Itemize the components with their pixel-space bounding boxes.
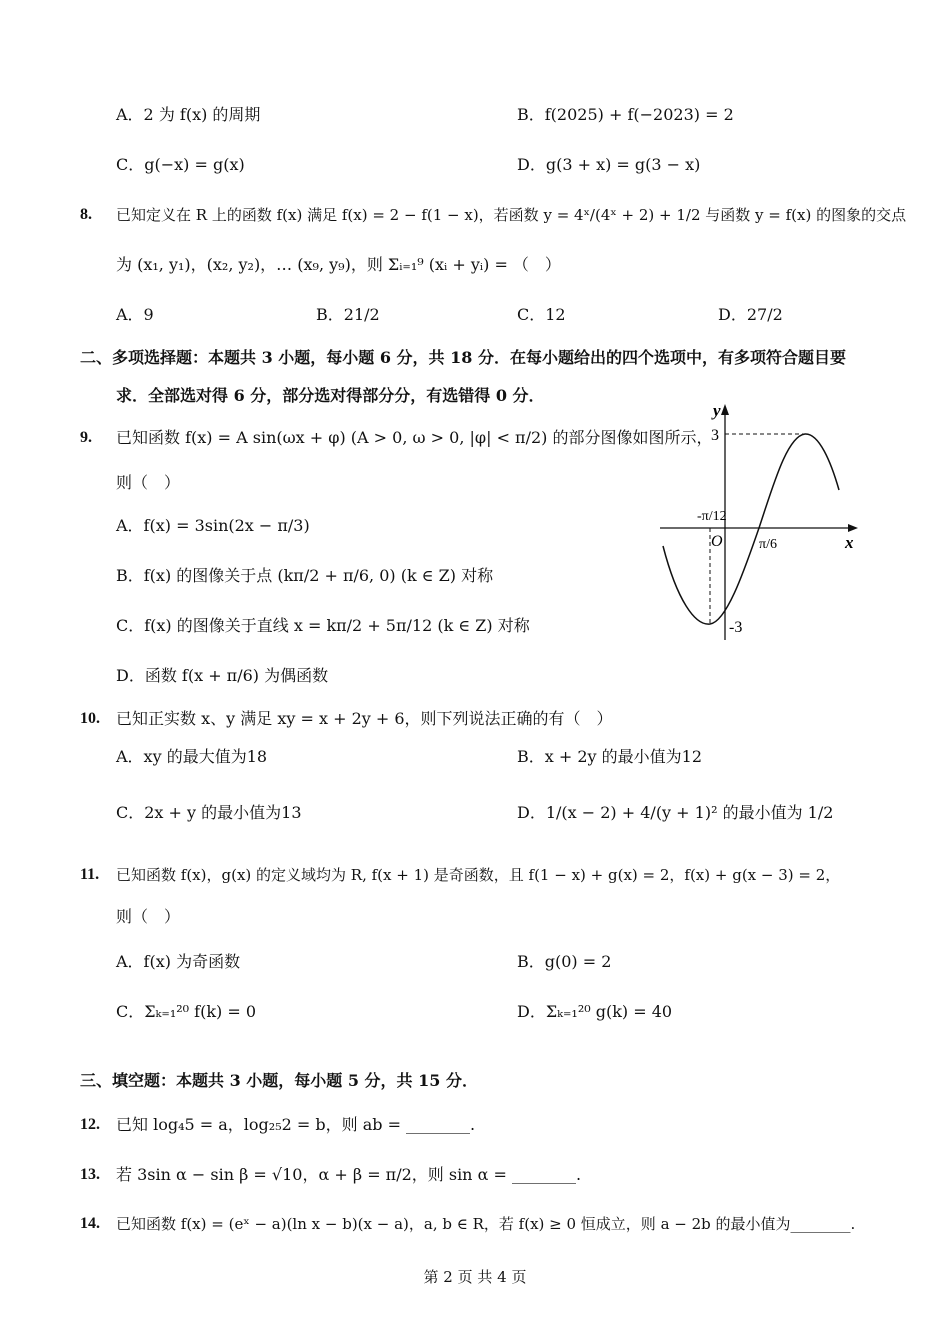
left-tick-label: -π/12 xyxy=(697,509,727,524)
question-number: 12. xyxy=(80,1116,100,1133)
x-axis-label: x xyxy=(845,533,854,552)
q11-option-a: A．f(x) 为奇函数 xyxy=(116,952,241,971)
min-label: -3 xyxy=(729,619,743,636)
q8-option-d: D．27/2 xyxy=(718,305,783,324)
question-number: 9. xyxy=(80,429,92,446)
section-heading-cont: 求．全部选对得 6 分，部分选对得部分分，有选错得 0 分． xyxy=(116,386,545,405)
q9-option-a: A．f(x) = 3sin(2x − π/3) xyxy=(116,516,310,535)
question-number: 14. xyxy=(80,1215,100,1232)
q13-stem: 若 3sin α − sin β = √10，α + β = π/2，则 sin α = ________. xyxy=(116,1165,582,1184)
q11-option-b: B．g(0) = 2 xyxy=(517,952,612,971)
q11-option-d: D．Σₖ₌₁²⁰ g(k) = 40 xyxy=(517,1002,673,1021)
sine-curve xyxy=(663,434,839,624)
q11-option-c: C．Σₖ₌₁²⁰ f(k) = 0 xyxy=(116,1002,257,1021)
q7-option-d: D．g(3 + x) = g(3 − x) xyxy=(517,155,701,174)
q11-stem-line1: 已知函数 f(x)，g(x) 的定义域均为 R, f(x + 1) 是奇函数，且 f(1 − x) + g(x) = 2，f(x) + g(x − 3) = 2， xyxy=(116,866,841,884)
q9-stem-line2: 则（ ） xyxy=(116,473,181,492)
y-axis-arrow-icon xyxy=(721,404,729,415)
max-label: 3 xyxy=(711,427,719,444)
q8-stem-line1: 已知定义在 R 上的函数 f(x) 满足 f(x) = 2 − f(1 − x)，若函数 y = 4ˣ/(4ˣ + 2) + 1/2 与函数 y = f(x) 的图象的交点 xyxy=(116,206,907,224)
q9-option-b: B．f(x) 的图像关于点 (kπ/2 + π/6, 0) (k ∈ Z) 对称 xyxy=(116,566,494,585)
q10-option-d: D．1/(x − 2) + 4/(y + 1)² 的最小值为 1/2 xyxy=(517,803,834,822)
q9-option-c: C．f(x) 的图像关于直线 x = kπ/2 + 5π/12 (k ∈ Z) 对称 xyxy=(116,616,530,635)
q8-option-c: C．12 xyxy=(517,305,566,324)
question-number: 13. xyxy=(80,1166,100,1183)
question-number: 8. xyxy=(80,206,92,223)
sine-graph xyxy=(655,400,865,645)
page-footer: 第 2 页 共 4 页 xyxy=(423,1268,527,1286)
q8-option-b: B．21/2 xyxy=(316,305,380,324)
q7-option-a: A．2 为 f(x) 的周期 xyxy=(116,105,261,124)
section-heading: 二、多项选择题：本题共 3 小题，每小题 6 分，共 18 分．在每小题给出的四个选项中，有多项符合题目要 xyxy=(80,348,846,367)
right-tick-label: π/6 xyxy=(759,537,777,552)
q8-option-a: A．9 xyxy=(116,305,154,324)
q9-stem-line1: 已知函数 f(x) = A sin(ωx + φ) (A > 0, ω > 0, |φ| < π/2) 的部分图像如图所示， xyxy=(116,428,713,447)
q8-stem-line2: 为 (x₁, y₁)，(x₂, y₂)，… (x₉, y₉)，则 Σᵢ₌₁⁹ (xᵢ + yᵢ) = （ ） xyxy=(116,255,561,274)
question-number: 11. xyxy=(80,866,100,883)
q10-option-b: B．x + 2y 的最小值为12 xyxy=(517,747,703,766)
q7-option-b: B．f(2025) + f(−2023) = 2 xyxy=(517,105,734,124)
origin-label: O xyxy=(711,533,723,550)
q7-option-c: C．g(−x) = g(x) xyxy=(116,155,245,174)
q10-option-a: A．xy 的最大值为18 xyxy=(116,747,268,766)
q9-option-d: D．函数 f(x + π/6) 为偶函数 xyxy=(116,666,329,685)
q14-stem: 已知函数 f(x) = (eˣ − a)(ln x − b)(x − a)，a, b ∈ R，若 f(x) ≥ 0 恒成立，则 a − 2b 的最小值为________. xyxy=(116,1215,856,1233)
q11-stem-line2: 则（ ） xyxy=(116,907,181,926)
q10-option-c: C．2x + y 的最小值为13 xyxy=(116,803,302,822)
x-axis-arrow-icon xyxy=(848,524,858,532)
section-heading: 三、填空题：本题共 3 小题，每小题 5 分，共 15 分． xyxy=(80,1071,478,1090)
q10-stem: 已知正实数 x、y 满足 xy = x + 2y + 6，则下列说法正确的有（ ） xyxy=(116,709,613,728)
y-axis-label: y xyxy=(713,401,721,420)
q12-stem: 已知 log₄5 = a，log₂₅2 = b，则 ab = ________. xyxy=(116,1115,476,1134)
question-number: 10. xyxy=(80,710,100,727)
